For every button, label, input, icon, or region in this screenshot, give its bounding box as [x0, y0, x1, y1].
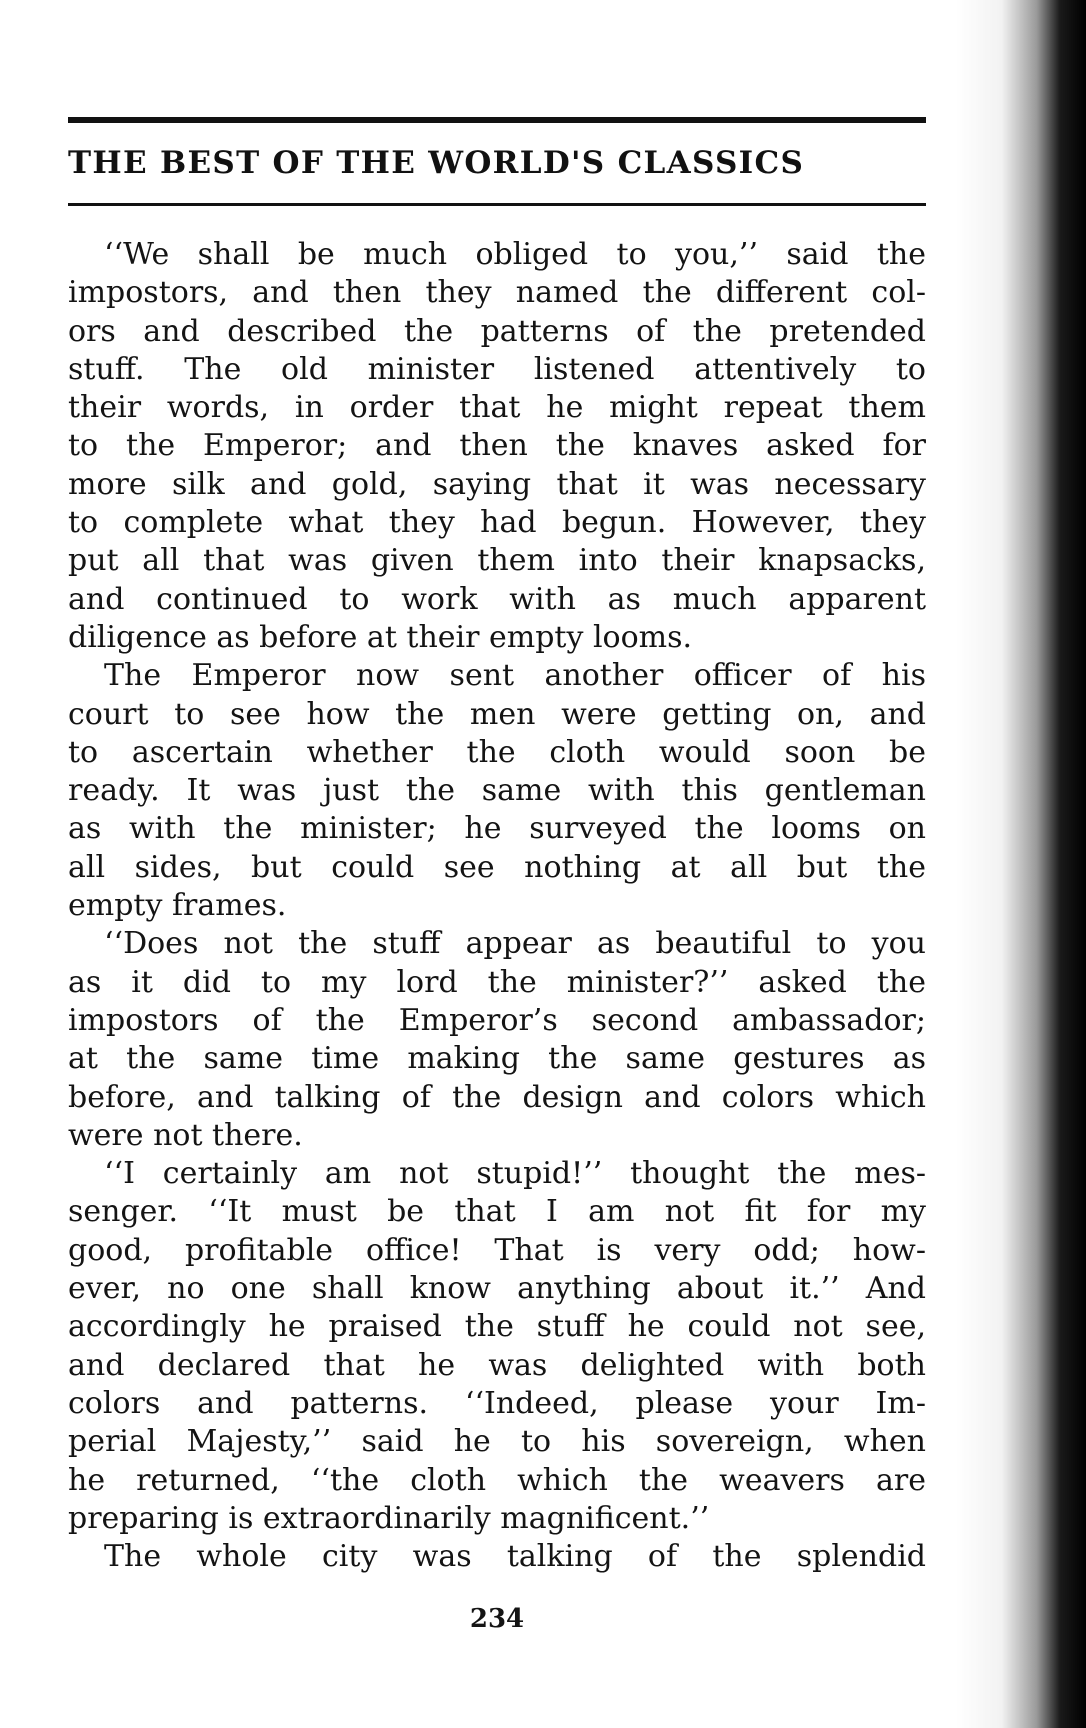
text-line: impostors, and then they named the different col- — [68, 275, 926, 311]
page-number: 234 — [469, 1604, 525, 1634]
text-line: more silk and gold, saying that it was necessary — [68, 466, 926, 502]
text-line: colors and patterns. ‘‘Indeed, please your Im- — [68, 1385, 926, 1421]
text-line: ‘‘Does not the stuff appear as beautiful to you — [104, 926, 926, 962]
text-line: empty frames. — [68, 888, 287, 924]
text-line: preparing is extraordinarily magnificent.’’ — [68, 1500, 710, 1536]
text-line: ‘‘I certainly am not stupid!’’ thought the mes- — [104, 1156, 926, 1192]
text-line: at the same time making the same gestures as — [68, 1041, 926, 1077]
text-line: all sides, but could see nothing at all but the — [68, 849, 926, 885]
text-line: ready. It was just the same with this gentleman — [68, 773, 926, 809]
text-line: put all that was given them into their knapsacks, — [68, 543, 926, 579]
text-line: good, profitable office! That is very odd; how- — [68, 1232, 926, 1268]
text-line: were not there. — [68, 1117, 303, 1153]
header-rule-bottom — [68, 203, 926, 206]
text-line: and declared that he was delighted with both — [68, 1347, 926, 1383]
text-line: ever, no one shall know anything about it.’’ And — [68, 1271, 926, 1307]
text-line: senger. ‘‘It must be that I am not fit for my — [68, 1194, 926, 1230]
binding-shadow — [956, 0, 1086, 1728]
text-line: ors and described the patterns of the pretended — [68, 313, 926, 349]
text-line: diligence as before at their empty looms. — [68, 619, 693, 655]
running-head: THE BEST OF THE WORLD'S CLASSICS — [68, 145, 805, 181]
text-line: and continued to work with as much apparent — [68, 581, 926, 617]
text-line: to complete what they had begun. However, they — [68, 505, 926, 541]
text-line: before, and talking of the design and colors which — [68, 1079, 926, 1115]
text-line: impostors of the Emperor’s second ambassador; — [68, 1002, 926, 1038]
text-line: stuff. The old minister listened attentively to — [68, 351, 926, 387]
text-line: perial Majesty,’’ said he to his sovereign, when — [68, 1424, 926, 1460]
text-line: he returned, ‘‘the cloth which the weavers are — [68, 1462, 926, 1498]
header-rule-top — [68, 117, 926, 123]
text-line: to the Emperor; and then the knaves asked for — [68, 428, 926, 464]
text-line: their words, in order that he might repeat them — [68, 390, 926, 426]
text-line: as with the minister; he surveyed the looms on — [68, 811, 926, 847]
body-text — [68, 236, 926, 1576]
text-line: court to see how the men were getting on, and — [68, 696, 926, 732]
text-line: The whole city was talking of the splendid — [104, 1539, 926, 1575]
text-line: to ascertain whether the cloth would soon be — [68, 734, 926, 770]
text-line: accordingly he praised the stuff he could not see, — [68, 1309, 926, 1345]
text-line: as it did to my lord the minister?’’ asked the — [68, 964, 926, 1000]
text-line: ‘‘We shall be much obliged to you,’’ said the — [104, 237, 926, 272]
text-line: The Emperor now sent another officer of his — [104, 658, 926, 694]
